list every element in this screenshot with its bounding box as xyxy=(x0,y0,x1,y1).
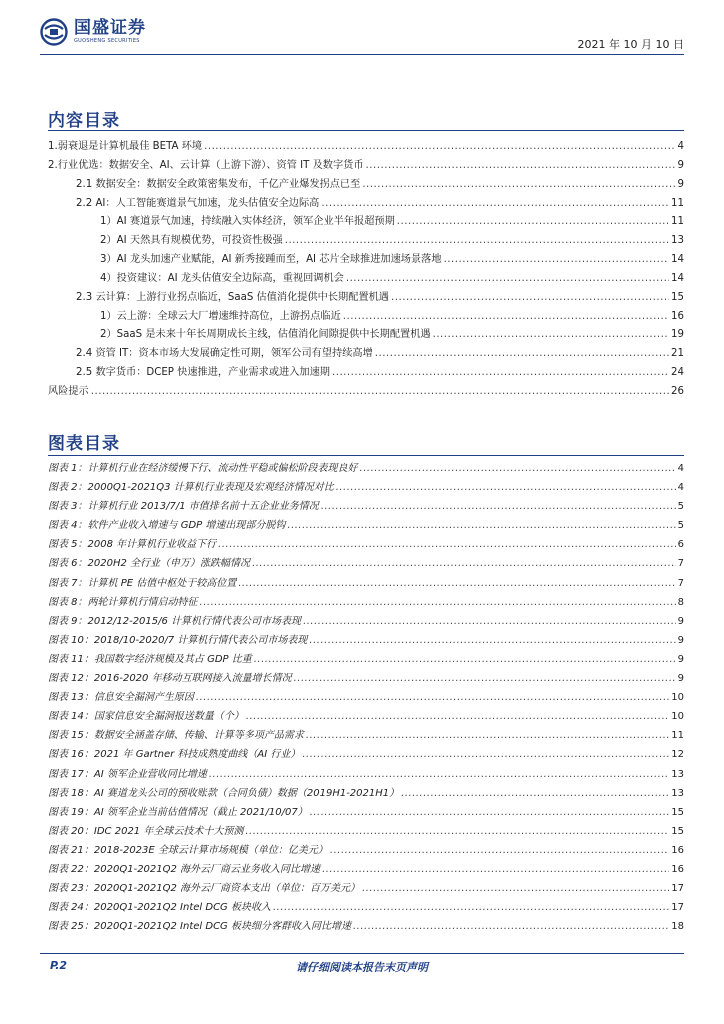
figure-entry-label: 图表 19：AI 领军企业当前估值情况（截止 2021/10/07） xyxy=(48,806,308,818)
figure-entry-page: 12 xyxy=(671,749,684,761)
toc-entry[interactable] xyxy=(48,194,684,213)
figures-title-divider xyxy=(48,455,684,456)
figure-entry-label: 图表 5：2008 年计算机行业收益下行 xyxy=(48,539,217,551)
figure-entry-label: 图表 12：2016-2020 年移动互联网接入流量增长情况 xyxy=(48,673,292,685)
figure-entry-page: 9 xyxy=(677,653,684,665)
dot-leader xyxy=(196,692,669,703)
brand-logo xyxy=(40,18,146,46)
figure-entry-label: 图表 11：我国数字经济规模及其占 GDP 比重 xyxy=(48,653,252,665)
dot-leader xyxy=(332,367,669,378)
figure-entry-label: 图表 2：2000Q1-2021Q3 计算机行业表现及宏观经济情况对比 xyxy=(48,482,334,494)
figure-entry-label: 图表 1：计算机行业在经济缓慢下行、流动性平稳或偏松阶段表现良好 xyxy=(48,463,358,474)
page-header xyxy=(40,16,684,56)
contents-title: 内容目录 xyxy=(48,111,120,131)
figure-entry[interactable] xyxy=(48,650,684,669)
dot-leader xyxy=(362,179,675,190)
figure-entry[interactable] xyxy=(48,535,684,554)
dot-leader xyxy=(204,141,675,152)
contents-list xyxy=(48,137,684,401)
figure-entry-label: 图表 25：2020Q1-2021Q2 Intel DCG 板块细分客群收入同比增速 xyxy=(48,921,351,933)
dot-leader xyxy=(252,558,676,569)
toc-entry[interactable] xyxy=(48,307,684,326)
figure-entry[interactable] xyxy=(48,898,684,917)
dot-leader xyxy=(375,348,669,359)
toc-entry-page: 26 xyxy=(671,385,684,397)
logo-name-en: GUOSHENG SECURITIES xyxy=(74,38,140,44)
dot-leader xyxy=(218,539,675,550)
toc-entry[interactable] xyxy=(48,137,684,156)
figure-entry-page: 13 xyxy=(671,768,684,780)
dot-leader xyxy=(322,864,669,875)
figure-entry-page: 18 xyxy=(671,921,684,933)
figure-entry[interactable] xyxy=(48,765,684,784)
toc-entry-page: 15 xyxy=(671,291,684,303)
figures-title: 图表目录 xyxy=(48,434,120,454)
dot-leader xyxy=(336,482,676,493)
dot-leader xyxy=(366,160,676,171)
footer-divider xyxy=(40,953,684,954)
figure-entry-label: 图表 16：2021 年 Gartner 科技成熟度曲线（AI 行业） xyxy=(48,749,301,761)
figure-entry-label: 图表 14：国家信息安全漏洞报送数量（个） xyxy=(48,711,244,723)
figure-entry-label: 图表 23：2020Q1-2021Q2 海外云厂商资本支出（单位：百万美元） xyxy=(48,883,361,895)
figure-entry-label: 图表 7：计算机 PE 估值中枢处于较高位置 xyxy=(48,577,237,589)
figure-entry-page: 9 xyxy=(677,615,684,627)
figure-entry-label: 图表 21：2018-2023E 全球云计算市场规模（单位：亿美元） xyxy=(48,844,328,856)
figure-entry-page: 15 xyxy=(671,806,684,818)
figure-entry-label: 图表 24：2020Q1-2021Q2 Intel DCG 板块收入 xyxy=(48,902,271,914)
toc-entry[interactable] xyxy=(48,363,684,382)
figure-entry[interactable] xyxy=(48,574,684,593)
figure-entry[interactable] xyxy=(48,726,684,745)
toc-entry-page: 16 xyxy=(671,310,684,322)
toc-entry[interactable] xyxy=(48,344,684,363)
figure-entry[interactable] xyxy=(48,784,684,803)
dot-leader xyxy=(321,501,676,512)
figure-entry-page: 10 xyxy=(671,692,684,704)
figure-entry-page: 9 xyxy=(677,634,684,646)
figure-entry[interactable] xyxy=(48,459,684,478)
figure-entry-page: 16 xyxy=(671,863,684,875)
figure-entry-page: 5 xyxy=(677,520,684,532)
figure-entry-label: 图表 17：AI 领军企业营收同比增速 xyxy=(48,768,207,780)
toc-entry[interactable] xyxy=(48,269,684,288)
guosheng-logo-icon xyxy=(40,18,68,46)
figure-entry-page: 7 xyxy=(677,577,684,589)
toc-entry-label: 2.5 数字货币：DCEP 快速推进，产业需求或进入加速期 xyxy=(76,367,330,379)
figure-entry-label: 图表 6：2020H2 全行业（申万）涨跌幅情况 xyxy=(48,558,251,570)
figures-list xyxy=(48,459,684,936)
toc-entry[interactable] xyxy=(48,212,684,231)
figure-entry[interactable] xyxy=(48,803,684,822)
figure-entry-label: 图表 8：两轮计算机行情启动特征 xyxy=(48,596,198,608)
logo-text xyxy=(74,20,146,44)
toc-entry-label: 2.行业优选：数据安全、AI、云计算（上游下游）、资管 IT 及数字货币 xyxy=(48,159,364,171)
dot-leader xyxy=(330,845,669,856)
dot-leader xyxy=(309,635,675,646)
dot-leader xyxy=(285,235,669,246)
toc-entry-label: 2.4 资管 IT：资本市场大发展确定性可期，领军公司有望持续高增 xyxy=(76,348,373,360)
figure-entry-label: 图表 9：2012/12-2015/6 计算机行情代表公司市场表现 xyxy=(48,615,302,627)
toc-entry-page: 13 xyxy=(671,235,684,247)
dot-leader xyxy=(346,273,669,284)
dot-leader xyxy=(444,254,669,265)
dot-leader xyxy=(397,216,669,227)
figure-entry-label: 图表 22：2020Q1-2021Q2 海外云厂商云业务收入同比增速 xyxy=(48,863,321,875)
figure-entry-page: 9 xyxy=(677,673,684,685)
toc-entry-label: 2.1 数据安全：数据安全政策密集发布，千亿产业爆发拐点已至 xyxy=(76,178,361,190)
toc-entry-label: 4）投资建议：AI 龙头估值安全边际高，重视回调机会 xyxy=(100,272,344,284)
toc-entry[interactable] xyxy=(48,288,684,307)
dot-leader xyxy=(209,769,669,780)
dot-leader xyxy=(303,616,676,627)
contents-title-divider xyxy=(48,130,684,131)
figure-entry-page: 15 xyxy=(671,825,684,837)
figure-entry[interactable] xyxy=(48,879,684,898)
toc-entry-label: 1.弱衰退是计算机最佳 BETA 环境 xyxy=(48,141,203,152)
dot-leader xyxy=(287,520,675,531)
dot-leader xyxy=(302,749,669,760)
toc-entry-page: 11 xyxy=(671,197,684,209)
toc-entry-label: 2.3 云计算：上游行业拐点临近，SaaS 估值消化提供中长期配置机遇 xyxy=(76,291,389,303)
dot-leader xyxy=(362,883,669,894)
toc-entry-page: 9 xyxy=(677,159,684,171)
toc-entry-label: 1）云上游：全球云大厂增速维持高位，上游拐点临近 xyxy=(100,310,341,322)
figure-entry[interactable] xyxy=(48,631,684,650)
report-date: 2021 年 10 月 10 日 xyxy=(577,38,684,51)
dot-leader xyxy=(343,311,669,322)
figure-entry[interactable] xyxy=(48,516,684,535)
toc-entry[interactable] xyxy=(48,325,684,344)
figure-entry-page: 17 xyxy=(671,883,684,895)
figure-entry[interactable] xyxy=(48,707,684,726)
figure-entry-page: 16 xyxy=(671,844,684,856)
toc-entry-page: 24 xyxy=(671,367,684,379)
dot-leader xyxy=(246,711,669,722)
toc-entry-label: 2）SaaS 是未来十年长周期成长主线，估值消化间隙提供中长期配置机遇 xyxy=(100,329,431,341)
dot-leader xyxy=(306,730,669,741)
figure-entry[interactable] xyxy=(48,612,684,631)
figure-entry-label: 图表 13：信息安全漏洞产生原因 xyxy=(48,692,194,704)
figure-entry-label: 图表 20：IDC 2021 年全球云技术十大预测 xyxy=(48,825,244,837)
figure-entry-page: 6 xyxy=(677,539,684,551)
figure-entry-label: 图表 18：AI 赛道龙头公司的预收账款（合同负债）数据（2019H1-2021H1） xyxy=(48,787,400,799)
figure-entry-page: 5 xyxy=(677,501,684,513)
figure-entry-page: 4 xyxy=(677,463,684,474)
toc-entry-page: 14 xyxy=(671,272,684,284)
toc-entry[interactable] xyxy=(48,175,684,194)
toc-entry-page: 19 xyxy=(671,329,684,341)
dot-leader xyxy=(273,902,669,913)
logo-name-cn: 国盛证券 xyxy=(74,18,146,38)
dot-leader xyxy=(321,198,669,209)
figure-entry[interactable] xyxy=(48,688,684,707)
figure-entry[interactable] xyxy=(48,745,684,764)
figure-entry[interactable] xyxy=(48,554,684,573)
figure-entry-label: 图表 10：2018/10-2020/7 计算机行情代表公司市场表现 xyxy=(48,634,308,646)
page-number: P.2 xyxy=(50,959,68,972)
figure-entry-label: 图表 15：数据安全涵盖存储、传输、计算等多项产品需求 xyxy=(48,730,304,742)
figure-entry[interactable] xyxy=(48,669,684,688)
dot-leader xyxy=(433,329,669,340)
toc-entry-page: 11 xyxy=(671,216,684,228)
figure-entry[interactable] xyxy=(48,497,684,516)
toc-entry-label: 2.2 AI：人工智能赛道景气加速，龙头估值安全边际高 xyxy=(76,197,320,209)
figure-entry-page: 4 xyxy=(677,482,684,494)
dot-leader xyxy=(91,386,669,397)
figure-entry[interactable] xyxy=(48,917,684,936)
dot-leader xyxy=(254,654,676,665)
toc-entry[interactable] xyxy=(48,231,684,250)
toc-entry-page: 21 xyxy=(671,348,684,360)
dot-leader xyxy=(294,673,676,684)
toc-entry-label: 2）AI 天然具有规模优势，可投资性极强 xyxy=(100,235,283,247)
dot-leader xyxy=(200,597,676,608)
dot-leader xyxy=(353,921,669,932)
toc-entry-label: 3）AI 龙头加速产业赋能，AI 新秀接踵而至，AI 芯片全球推进加速场景落地 xyxy=(100,254,442,266)
dot-leader xyxy=(401,788,669,799)
disclaimer-note: 请仔细阅读本报告末页声明 xyxy=(296,961,428,974)
figure-entry-page: 7 xyxy=(677,558,684,570)
figure-entry[interactable] xyxy=(48,841,684,860)
figure-entry-label: 图表 3：计算机行业 2013/7/1 市值排名前十五企业业务情况 xyxy=(48,501,319,513)
dot-leader xyxy=(391,292,669,303)
figure-entry-label: 图表 4：软件产业收入增速与 GDP 增速出现部分脱钩 xyxy=(48,520,286,532)
toc-entry-page: 9 xyxy=(677,178,684,190)
dot-leader xyxy=(310,807,670,818)
dot-leader xyxy=(238,578,675,589)
header-divider xyxy=(40,54,684,55)
dot-leader xyxy=(245,826,669,837)
figure-entry-page: 11 xyxy=(671,730,684,742)
figure-entry-page: 10 xyxy=(671,711,684,723)
toc-entry[interactable] xyxy=(48,250,684,269)
figure-entry[interactable] xyxy=(48,822,684,841)
figure-entry[interactable] xyxy=(48,593,684,612)
toc-entry-label: 风险提示 xyxy=(48,385,89,397)
toc-entry-label: 1）AI 赛道景气加速，持续融入实体经济，领军企业半年报超预期 xyxy=(100,216,395,228)
figure-entry-page: 13 xyxy=(671,787,684,799)
figure-entry-page: 17 xyxy=(671,902,684,914)
figure-entry[interactable] xyxy=(48,478,684,497)
toc-entry[interactable] xyxy=(48,382,684,401)
figure-entry-page: 8 xyxy=(677,596,684,608)
dot-leader xyxy=(360,463,676,474)
toc-entry-page: 14 xyxy=(671,254,684,266)
figure-entry[interactable] xyxy=(48,860,684,879)
toc-entry-page: 4 xyxy=(677,141,684,152)
toc-entry[interactable] xyxy=(48,156,684,175)
